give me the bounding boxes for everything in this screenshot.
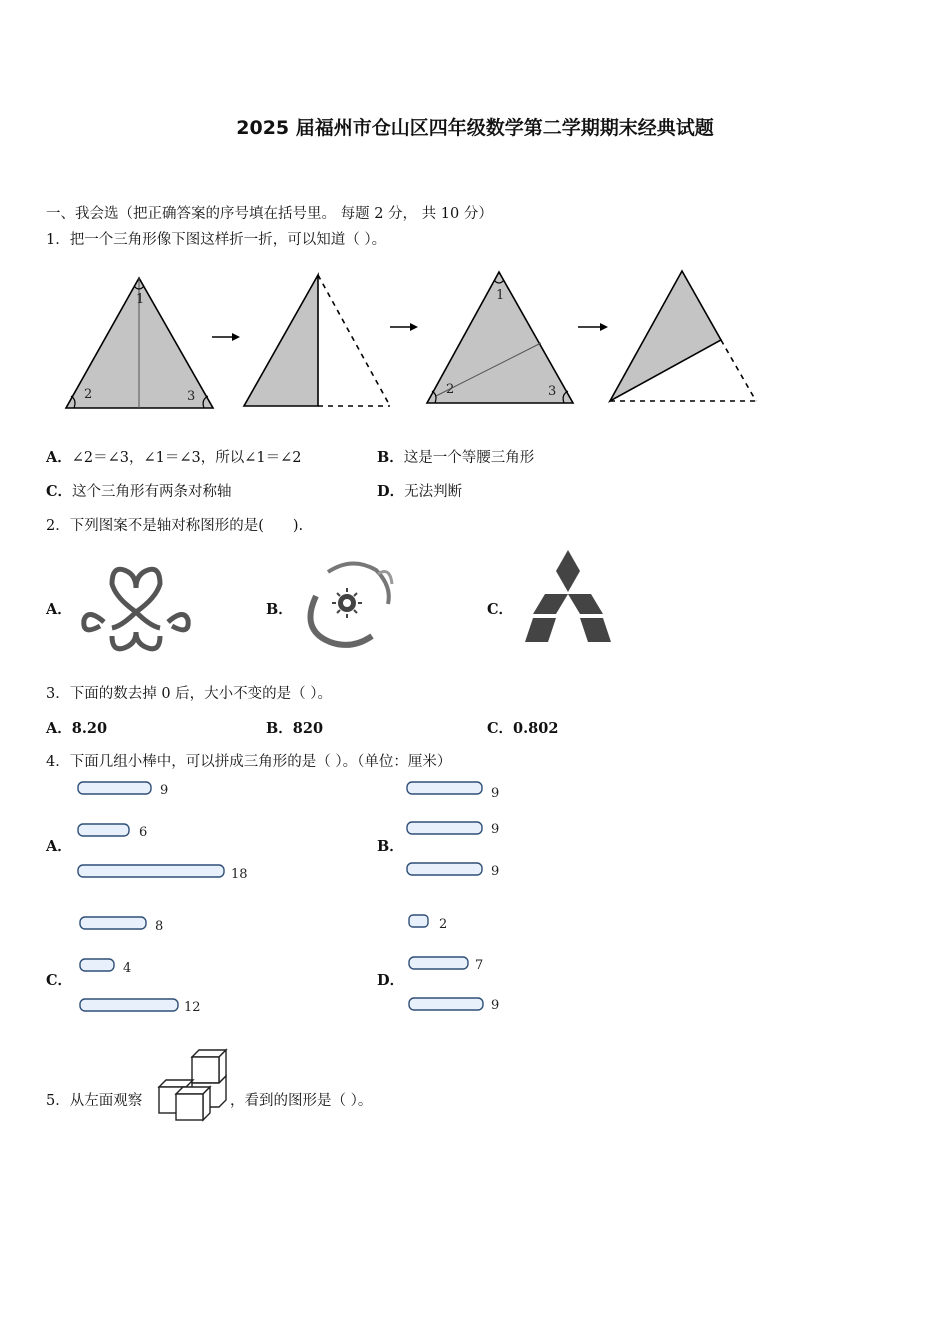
stick-d3 <box>409 998 483 1010</box>
angle-label-2: 2 <box>84 387 93 402</box>
q3-stem: 3．下面的数去掉 0 后，大小不变的是（ ）。 <box>46 686 333 702</box>
angle-label-1: 1 <box>136 292 145 307</box>
angle-label-1b: 1 <box>496 288 505 303</box>
q5-cubes-figure <box>159 1050 226 1120</box>
q3-option-c: C．0.802 <box>487 720 559 737</box>
stick-c1 <box>80 917 146 929</box>
q2-option-b: B． <box>266 601 293 618</box>
q4-option-c: C． <box>46 972 73 989</box>
q1-option-a: A．∠2＝∠3，∠1＝∠3，所以∠1＝∠2 <box>46 449 302 466</box>
q3-option-b: B．820 <box>266 720 324 737</box>
stick-a1-label: 9 <box>160 783 169 798</box>
stick-a3 <box>78 865 224 877</box>
stick-b3 <box>407 863 482 875</box>
stick-c3-label: 12 <box>184 1000 201 1015</box>
q2-option-c: C． <box>487 601 514 618</box>
stick-c3 <box>80 999 178 1011</box>
stick-d2 <box>409 957 468 969</box>
stick-c1-label: 8 <box>155 919 164 934</box>
page-title: 2025 届福州市仓山区四年级数学第二学期期末经典试题 <box>236 117 714 139</box>
stick-a2 <box>78 824 129 836</box>
stick-d2-label: 7 <box>475 958 484 973</box>
q2-stem: 2．下列图案不是轴对称图形的是( ). <box>46 518 304 534</box>
q1-stem: 1．把一个三角形像下图这样折一折，可以知道（ ）。 <box>46 232 387 248</box>
section-heading: 一、我会选（把正确答案的序号填在括号里。 每题 2 分， 共 10 分） <box>46 206 493 222</box>
stick-a2-label: 6 <box>139 825 148 840</box>
stick-c2-label: 4 <box>123 961 132 976</box>
q3-option-a: A．8.20 <box>46 720 108 737</box>
q5-stem-before: 5．从左面观察 <box>46 1093 143 1109</box>
stick-b2-label: 9 <box>491 822 500 837</box>
stick-b1 <box>407 782 482 794</box>
stick-b3-label: 9 <box>491 864 500 879</box>
stick-d3-label: 9 <box>491 998 500 1013</box>
q4-option-b: B． <box>377 838 404 855</box>
stick-a1 <box>78 782 151 794</box>
q2-option-a: A． <box>46 601 72 618</box>
q1-option-c: C．这个三角形有两条对称轴 <box>46 483 232 500</box>
angle-label-3: 3 <box>187 389 196 404</box>
angle-label-3b: 3 <box>548 384 557 399</box>
q5-stem-after: ，看到的图形是（ ）。 <box>230 1093 373 1109</box>
stick-d1 <box>409 915 428 927</box>
q1-option-d: D．无法判断 <box>377 483 463 500</box>
q4-option-d: D． <box>377 972 405 989</box>
angle-label-2b: 2 <box>446 382 455 397</box>
q4-stem: 4．下面几组小棒中，可以拼成三角形的是（ ）。（单位：厘米） <box>46 754 452 770</box>
q1-option-b: B．这是一个等腰三角形 <box>377 449 535 466</box>
q4-option-a: A． <box>46 838 72 855</box>
stick-b1-label: 9 <box>491 786 500 801</box>
stick-d1-label: 2 <box>439 917 448 932</box>
stick-c2 <box>80 959 114 971</box>
stick-a3-label: 18 <box>231 867 248 882</box>
stick-b2 <box>407 822 482 834</box>
